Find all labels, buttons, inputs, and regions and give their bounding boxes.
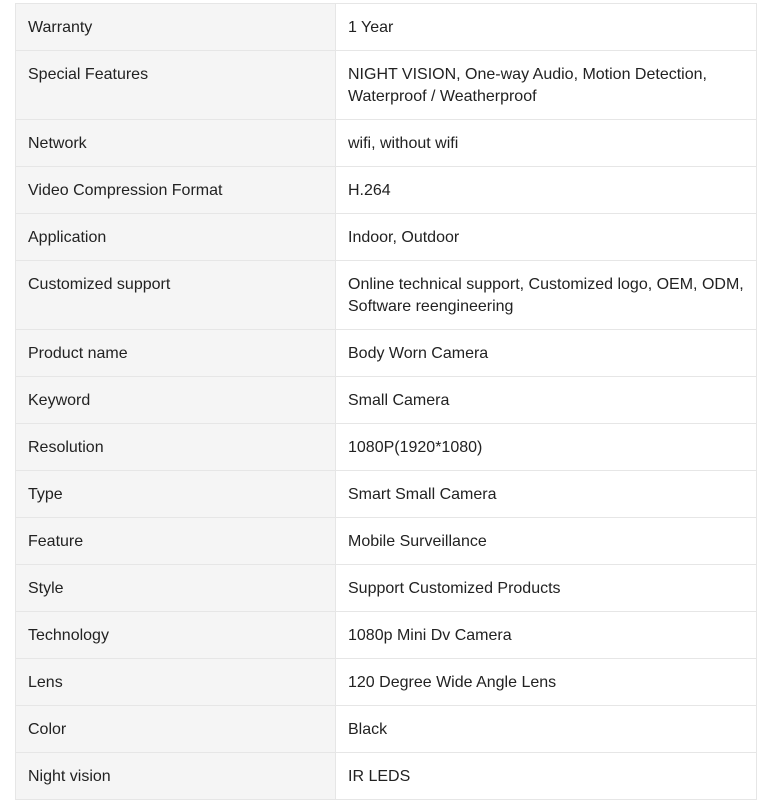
spec-row-technology bbox=[16, 612, 757, 659]
spec-value: H.264 bbox=[336, 167, 757, 214]
spec-value: 1 Year bbox=[336, 4, 757, 51]
spec-row-special-features bbox=[16, 51, 757, 120]
spec-value: 1080P(1920*1080) bbox=[336, 424, 757, 471]
spec-label: Technology bbox=[16, 612, 336, 659]
spec-row-color bbox=[16, 706, 757, 753]
spec-label: Warranty bbox=[16, 4, 336, 51]
spec-label: Night vision bbox=[16, 753, 336, 800]
spec-value: Indoor, Outdoor bbox=[336, 214, 757, 261]
spec-row-night-vision bbox=[16, 753, 757, 800]
spec-value: Smart Small Camera bbox=[336, 471, 757, 518]
spec-label: Style bbox=[16, 565, 336, 612]
spec-label: Type bbox=[16, 471, 336, 518]
spec-row-warranty bbox=[16, 4, 757, 51]
spec-label: Application bbox=[16, 214, 336, 261]
spec-label: Feature bbox=[16, 518, 336, 565]
spec-value: 120 Degree Wide Angle Lens bbox=[336, 659, 757, 706]
spec-value: Body Worn Camera bbox=[336, 330, 757, 377]
spec-row-style bbox=[16, 565, 757, 612]
spec-label: Product name bbox=[16, 330, 336, 377]
spec-value: NIGHT VISION, One-way Audio, Motion Detection, Waterproof / Weatherproof bbox=[336, 51, 757, 120]
spec-label: Color bbox=[16, 706, 336, 753]
spec-value: Online technical support, Customized logo, OEM, ODM, Software reengineering bbox=[336, 261, 757, 330]
spec-label: Video Compression Format bbox=[16, 167, 336, 214]
spec-label: Lens bbox=[16, 659, 336, 706]
spec-value: 1080p Mini Dv Camera bbox=[336, 612, 757, 659]
spec-row-network bbox=[16, 120, 757, 167]
spec-row-type bbox=[16, 471, 757, 518]
spec-row-keyword bbox=[16, 377, 757, 424]
spec-label: Customized support bbox=[16, 261, 336, 330]
spec-value: Mobile Surveillance bbox=[336, 518, 757, 565]
spec-row-application bbox=[16, 214, 757, 261]
spec-row-resolution bbox=[16, 424, 757, 471]
spec-value: Black bbox=[336, 706, 757, 753]
spec-label: Keyword bbox=[16, 377, 336, 424]
spec-value: IR LEDS bbox=[336, 753, 757, 800]
spec-row-video-compression-format bbox=[16, 167, 757, 214]
spec-row-feature bbox=[16, 518, 757, 565]
spec-table-body bbox=[16, 4, 757, 800]
spec-value: wifi, without wifi bbox=[336, 120, 757, 167]
spec-row-lens bbox=[16, 659, 757, 706]
spec-value: Support Customized Products bbox=[336, 565, 757, 612]
spec-label: Special Features bbox=[16, 51, 336, 120]
product-specifications-table bbox=[15, 3, 757, 800]
spec-label: Resolution bbox=[16, 424, 336, 471]
spec-row-customized-support bbox=[16, 261, 757, 330]
spec-row-product-name bbox=[16, 330, 757, 377]
spec-label: Network bbox=[16, 120, 336, 167]
spec-value: Small Camera bbox=[336, 377, 757, 424]
